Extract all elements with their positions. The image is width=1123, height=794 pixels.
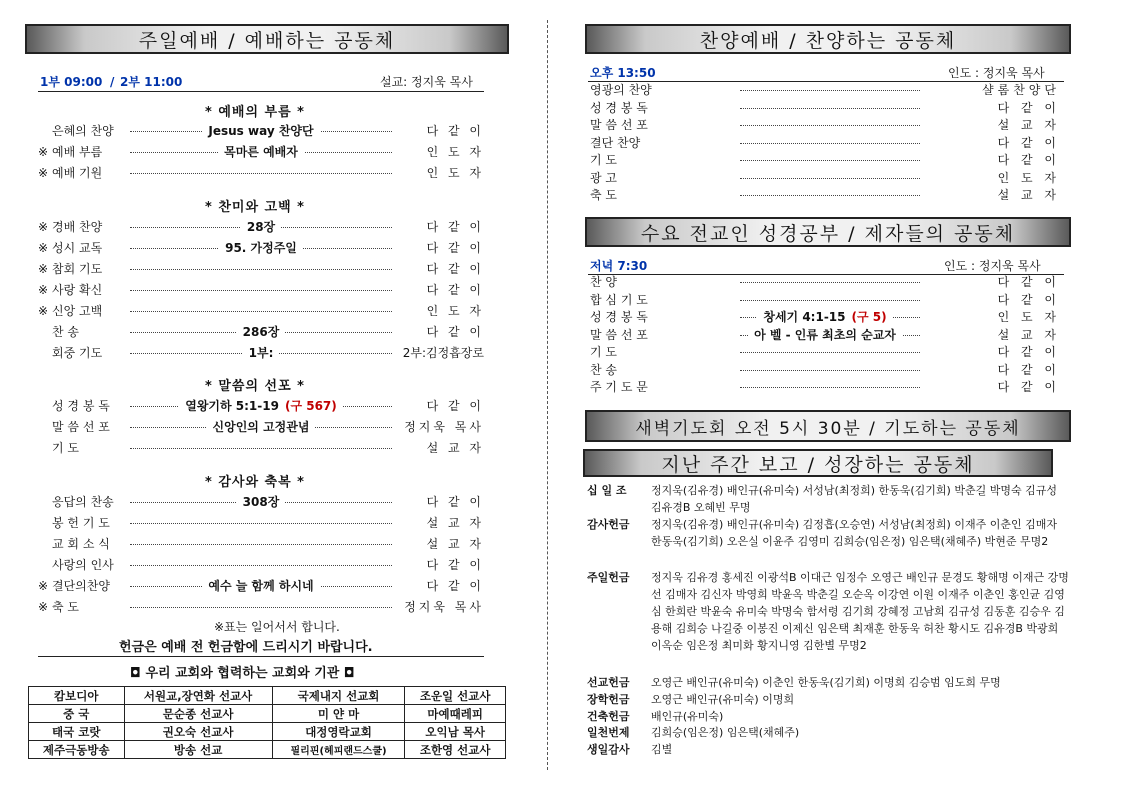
order-row: [590, 169, 1062, 187]
order-row: [38, 396, 484, 416]
dotted-leader: [130, 173, 392, 174]
report-label: 일천번제: [587, 726, 630, 739]
banner-title: 새벽기도회 오전 5시 30분 / 기도하는 공동체: [635, 418, 1021, 439]
order-content-text: 308장: [237, 495, 286, 509]
order-name: 찬 송: [590, 362, 617, 377]
order-row: [590, 116, 1062, 134]
section-call-to-worship: * 예배의 부름 *: [205, 105, 305, 120]
order-row: [38, 492, 484, 512]
order-who: 다 같 이: [426, 399, 484, 413]
dotted-leader: [740, 143, 920, 144]
order-who: 다 같 이: [426, 124, 484, 138]
order-name: 영광의 찬양: [590, 83, 652, 97]
order-row: [38, 217, 484, 237]
standing-mark: ※: [38, 220, 49, 234]
order-name: 성 경 봉 독: [590, 100, 648, 115]
partner-cell: 마예때레피: [405, 705, 506, 723]
order-content-text: 창세기 4:1-15: [757, 310, 851, 324]
standing-mark: ※: [38, 579, 49, 593]
order-row: [590, 361, 1062, 379]
report-names: 오영근 배인규(유미숙) 이명희: [651, 693, 795, 706]
standing-mark: ※: [38, 166, 49, 180]
partner-cell: 국제내지 선교회: [272, 687, 405, 705]
order-who: 다 같 이: [426, 495, 484, 509]
order-name: 결단 찬양: [590, 135, 641, 150]
order-name: 봉 헌 기 도: [52, 516, 110, 530]
weekly-report-banner: [583, 449, 1053, 477]
standing-mark: ※: [38, 304, 49, 318]
order-row: [38, 576, 484, 596]
partner-row: [29, 741, 506, 759]
order-name: 주 기 도 문: [590, 380, 648, 394]
standing-note: ※표는 일어서서 합니다.: [214, 620, 340, 634]
order-who: 다 같 이: [426, 262, 484, 276]
order-row: [590, 186, 1062, 204]
dotted-leader: [740, 195, 920, 196]
order-who: 설 교 자: [997, 327, 1060, 342]
order-row: [590, 151, 1062, 169]
order-name: 말 씀 선 포: [590, 327, 648, 342]
dotted-leader: [130, 269, 392, 270]
wednesday-study-banner: [585, 217, 1071, 247]
order-row: [590, 81, 1062, 99]
dotted-leader: [130, 607, 392, 608]
order-content-text: 목마른 예배자: [218, 145, 304, 159]
service-times: [40, 72, 484, 92]
order-who: 다 같 이: [997, 275, 1060, 289]
order-row: [38, 438, 484, 458]
partner-cell: 문순종 선교사: [124, 705, 272, 723]
dotted-leader: [130, 311, 392, 312]
order-name: 합 심 기 도: [590, 292, 648, 307]
order-who: 다 같 이: [997, 362, 1060, 377]
offering-rule: [38, 656, 484, 657]
order-name: 응답의 찬송: [52, 495, 114, 509]
partner-cell: 미 얀 마: [272, 705, 405, 723]
banner-title: 지난 주간 보고 / 성장하는 공동체: [661, 453, 975, 476]
order-row: [38, 322, 484, 342]
dotted-leader: [740, 108, 920, 109]
order-name: 예배 기원: [52, 166, 103, 180]
report-entry: [587, 482, 1077, 516]
order-who: 설 교 자: [426, 441, 484, 455]
report-entry: [587, 569, 1077, 671]
order-row: [38, 280, 484, 300]
order-who: 인 도 자: [997, 170, 1060, 185]
order-who: 다 같 이: [997, 153, 1060, 167]
order-name: 사랑 확신: [52, 283, 103, 297]
order-who: 설 교 자: [426, 537, 484, 551]
header-rule: [38, 91, 484, 92]
service-time-1: 1부 09:00: [40, 75, 103, 89]
order-who: 인 도 자: [426, 304, 484, 318]
report-names: 정지욱(김유경) 배인규(유미숙) 서성남(최정희) 한동욱(김기희) 박춘길 박명숙 김규성 김유경B 오혜빈 무명: [651, 484, 1057, 514]
report-entry: [587, 724, 1077, 741]
report-names: 정지욱 김유경 홍세진 이광석B 이대근 임정수 오영근 배인규 문경도 황해명 이재근 강명선 김매자 김신자 박영희 박윤옥 박춘길 오순옥 이강연 이원 이재주 이춘인 홍인균 김영심 한희란 박윤숙 유미숙 박명숙 함서령 김기희 강혜정 고남희 김규성 김동훈 김승우 김용해 김희승 나길중 이봉진 이제신 임은택 최재훈 한동욱 허찬 황시도 김유경B 박광희 이옥순 임은정 최미화 황지니영 김한별 무명2: [651, 571, 1069, 652]
report-names: 배인규(유미숙): [651, 710, 724, 723]
order-row: [38, 513, 484, 533]
standing-mark: ※: [38, 241, 49, 255]
order-row: [38, 121, 484, 141]
banner-title: 수요 전교인 성경공부 / 제자들의 공동체: [640, 222, 1016, 245]
partner-cell: 방송 선교: [124, 741, 272, 759]
order-row: [590, 343, 1062, 361]
order-name: 기 도: [52, 441, 79, 455]
order-row: [590, 273, 1062, 291]
order-row: [38, 555, 484, 575]
order-content-text: 95. 가정주일: [219, 241, 303, 255]
order-content-text: 28장: [241, 220, 281, 234]
dotted-leader: [740, 352, 920, 353]
order-who: 설 교 자: [426, 516, 484, 530]
order-name: 참회 기도: [52, 262, 103, 276]
partner-cell: 권오숙 선교사: [124, 723, 272, 741]
order-name: 기 도: [590, 153, 617, 167]
report-entry: [587, 516, 1077, 567]
order-name: 교 회 소 식: [52, 537, 110, 551]
standing-mark: ※: [38, 262, 49, 276]
order-content-text: 신앙인의 고정관념: [207, 420, 316, 434]
dotted-leader: [740, 282, 920, 283]
dawn-prayer-banner: [585, 410, 1071, 442]
standing-mark: ※: [38, 283, 49, 297]
order-name: 광 고: [590, 170, 617, 185]
partner-cell: 조운일 선교사: [405, 687, 506, 705]
order-content: [680, 308, 970, 326]
order-name: 성시 교독: [52, 241, 103, 255]
order-content-text: Jesus way 찬양단: [202, 124, 319, 138]
order-row: [590, 99, 1062, 117]
dotted-leader: [740, 178, 920, 179]
order-who: 정지욱 목사: [404, 420, 484, 434]
order-content-text: 열왕기하 5:1-19: [179, 399, 285, 413]
section-word: * 말씀의 선포 *: [205, 379, 305, 394]
order-row: [38, 142, 484, 162]
banner-title: 찬양예배 / 찬양하는 공동체: [699, 29, 957, 52]
order-who: 다 같 이: [997, 380, 1060, 394]
partner-cell: 태국 코랏: [29, 723, 125, 741]
order-who: 다 같 이: [997, 135, 1060, 150]
order-who: 2부:김정흡장로: [402, 346, 484, 360]
report-names: 정지욱(김유경) 배인규(유미숙) 김정흡(오승연) 서성남(최정희) 이재주 이춘인 김매자 한동욱(김기희) 오은실 이윤주 김영미 김희승(임은정) 임은택(채혜주) 박현준 무명2: [651, 518, 1057, 548]
praise-time: 오후 13:50: [590, 66, 656, 80]
partner-cell: 오익남 목사: [405, 723, 506, 741]
praise-leader: 인도 : 정지욱 목사: [948, 66, 1045, 80]
praise-worship-banner: [585, 24, 1071, 54]
partner-cell: 필리핀(헤피랜드스쿨): [272, 741, 405, 759]
order-name: 결단의찬양: [52, 579, 110, 593]
order-who: 인 도 자: [426, 145, 484, 159]
report-label: 감사헌금: [587, 518, 630, 531]
order-content: [680, 326, 970, 344]
order-row: [590, 326, 1062, 344]
partner-row: [29, 723, 506, 741]
wednesday-time: 저녁 7:30: [590, 259, 648, 273]
order-row: [590, 134, 1062, 152]
order-name: 기 도: [590, 345, 617, 359]
partner-cell: 서원교,장연화 선교사: [124, 687, 272, 705]
order-name: 예배 부름: [52, 145, 103, 159]
order-row: [590, 291, 1062, 309]
offering-note: 헌금은 예배 전 헌금함에 드리시기 바랍니다.: [119, 640, 373, 655]
order-who: 설 교 자: [997, 188, 1060, 202]
preacher-label: 설교: 정지욱 목사: [380, 75, 473, 89]
report-label: 건축헌금: [587, 710, 630, 723]
dotted-leader: [740, 90, 920, 91]
order-who: 다 같 이: [997, 100, 1060, 115]
page-divider: [547, 20, 548, 770]
order-who: 인 도 자: [997, 310, 1060, 324]
order-row: [38, 534, 484, 554]
report-label: 장학헌금: [587, 693, 630, 706]
order-content-text: 아 벨 - 인류 최초의 순교자: [748, 328, 902, 342]
order-name: 말 씀 선 포: [590, 118, 648, 132]
partner-cell: 제주극동방송: [29, 741, 125, 759]
order-name: 성 경 봉 독: [590, 310, 648, 324]
order-who: 다 같 이: [426, 579, 484, 593]
report-label: 십 일 조: [587, 484, 627, 497]
order-name: 축 도: [52, 600, 79, 614]
order-name: 사랑의 인사: [52, 558, 114, 572]
order-who: 다 같 이: [997, 292, 1060, 307]
order-who: 설 교 자: [997, 118, 1060, 132]
order-row: [590, 378, 1062, 396]
order-name: 축 도: [590, 188, 617, 202]
banner-title: 주일예배 / 예배하는 공동체: [138, 29, 396, 52]
standing-mark: ※: [38, 145, 49, 159]
order-row: [38, 417, 484, 437]
order-row: [38, 259, 484, 279]
partner-cell: 조한영 선교사: [405, 741, 506, 759]
order-row: [590, 308, 1062, 326]
order-content-red: (구 5): [852, 310, 893, 324]
sunday-worship-banner: [25, 24, 509, 54]
order-row: [38, 343, 484, 363]
dotted-leader: [740, 387, 920, 388]
order-who: 다 같 이: [426, 241, 484, 255]
partner-row: [29, 687, 506, 705]
order-name: 찬 양: [590, 275, 617, 289]
dotted-leader: [740, 370, 920, 371]
service-time-2: 2부 11:00: [120, 75, 183, 89]
dotted-leader: [130, 290, 392, 291]
time-separator: /: [110, 75, 115, 89]
report-names: 오영근 배인규(유미숙) 이춘인 한동욱(김기희) 이명희 김승범 임도희 무명: [651, 676, 1001, 689]
report-entry: [587, 674, 1077, 691]
order-name: 성 경 봉 독: [52, 399, 110, 413]
order-row: [38, 238, 484, 258]
order-name: 찬 송: [52, 325, 79, 339]
report-entry: [587, 741, 1077, 758]
wednesday-leader: 인도 : 정지욱 목사: [944, 259, 1041, 273]
order-name: 말 씀 선 포: [52, 420, 110, 434]
dotted-leader: [130, 448, 392, 449]
order-name: 회중 기도: [52, 346, 103, 360]
report-label: 주일헌금: [587, 571, 630, 584]
partner-row: [29, 705, 506, 723]
report-label: 선교헌금: [587, 676, 630, 689]
order-who: 다 같 이: [426, 283, 484, 297]
partner-cell: 캄보디아: [29, 687, 125, 705]
order-name: 은혜의 찬양: [52, 124, 114, 138]
order-name: 신앙 고백: [52, 304, 103, 318]
order-content-red: (구 567): [285, 399, 343, 413]
order-who: 정지욱 목사: [404, 600, 484, 614]
partners-table: [28, 686, 506, 759]
order-content-text: 1부:: [243, 346, 280, 360]
report-entry: [587, 708, 1077, 725]
report-label: 생일감사: [587, 743, 630, 756]
partner-cell: 중 국: [29, 705, 125, 723]
dotted-leader: [130, 523, 392, 524]
standing-mark: ※: [38, 600, 49, 614]
dotted-leader: [130, 544, 392, 545]
order-who: 다 같 이: [426, 220, 484, 234]
order-row: [38, 163, 484, 183]
order-who: 다 같 이: [426, 558, 484, 572]
partners-title: ◘ 우리 교회와 협력하는 교회와 기관 ◘: [130, 666, 355, 681]
dotted-leader: [740, 300, 920, 301]
praise-header: [590, 63, 1060, 83]
dotted-leader: [740, 125, 920, 126]
order-who: 다 같 이: [997, 345, 1060, 359]
report-entry: [587, 691, 1077, 708]
section-praise-confession: * 찬미와 고백 *: [205, 200, 305, 215]
order-content-text: 286장: [237, 325, 286, 339]
order-who: 인 도 자: [426, 166, 484, 180]
order-name: 경배 찬양: [52, 220, 103, 234]
order-who: 다 같 이: [426, 325, 484, 339]
section-thanks-blessing: * 감사와 축복 *: [205, 475, 305, 490]
order-content-text: 예수 늘 함께 하시네: [202, 579, 319, 593]
report-names: 김희승(임은정) 임은택(채혜주): [651, 726, 800, 739]
partner-cell: 대정영락교회: [272, 723, 405, 741]
order-who: 샬롬찬양단: [982, 83, 1060, 97]
dotted-leader: [130, 565, 392, 566]
report-names: 김별: [651, 743, 673, 756]
order-row: [38, 597, 484, 617]
order-row: [38, 301, 484, 321]
dotted-leader: [740, 160, 920, 161]
